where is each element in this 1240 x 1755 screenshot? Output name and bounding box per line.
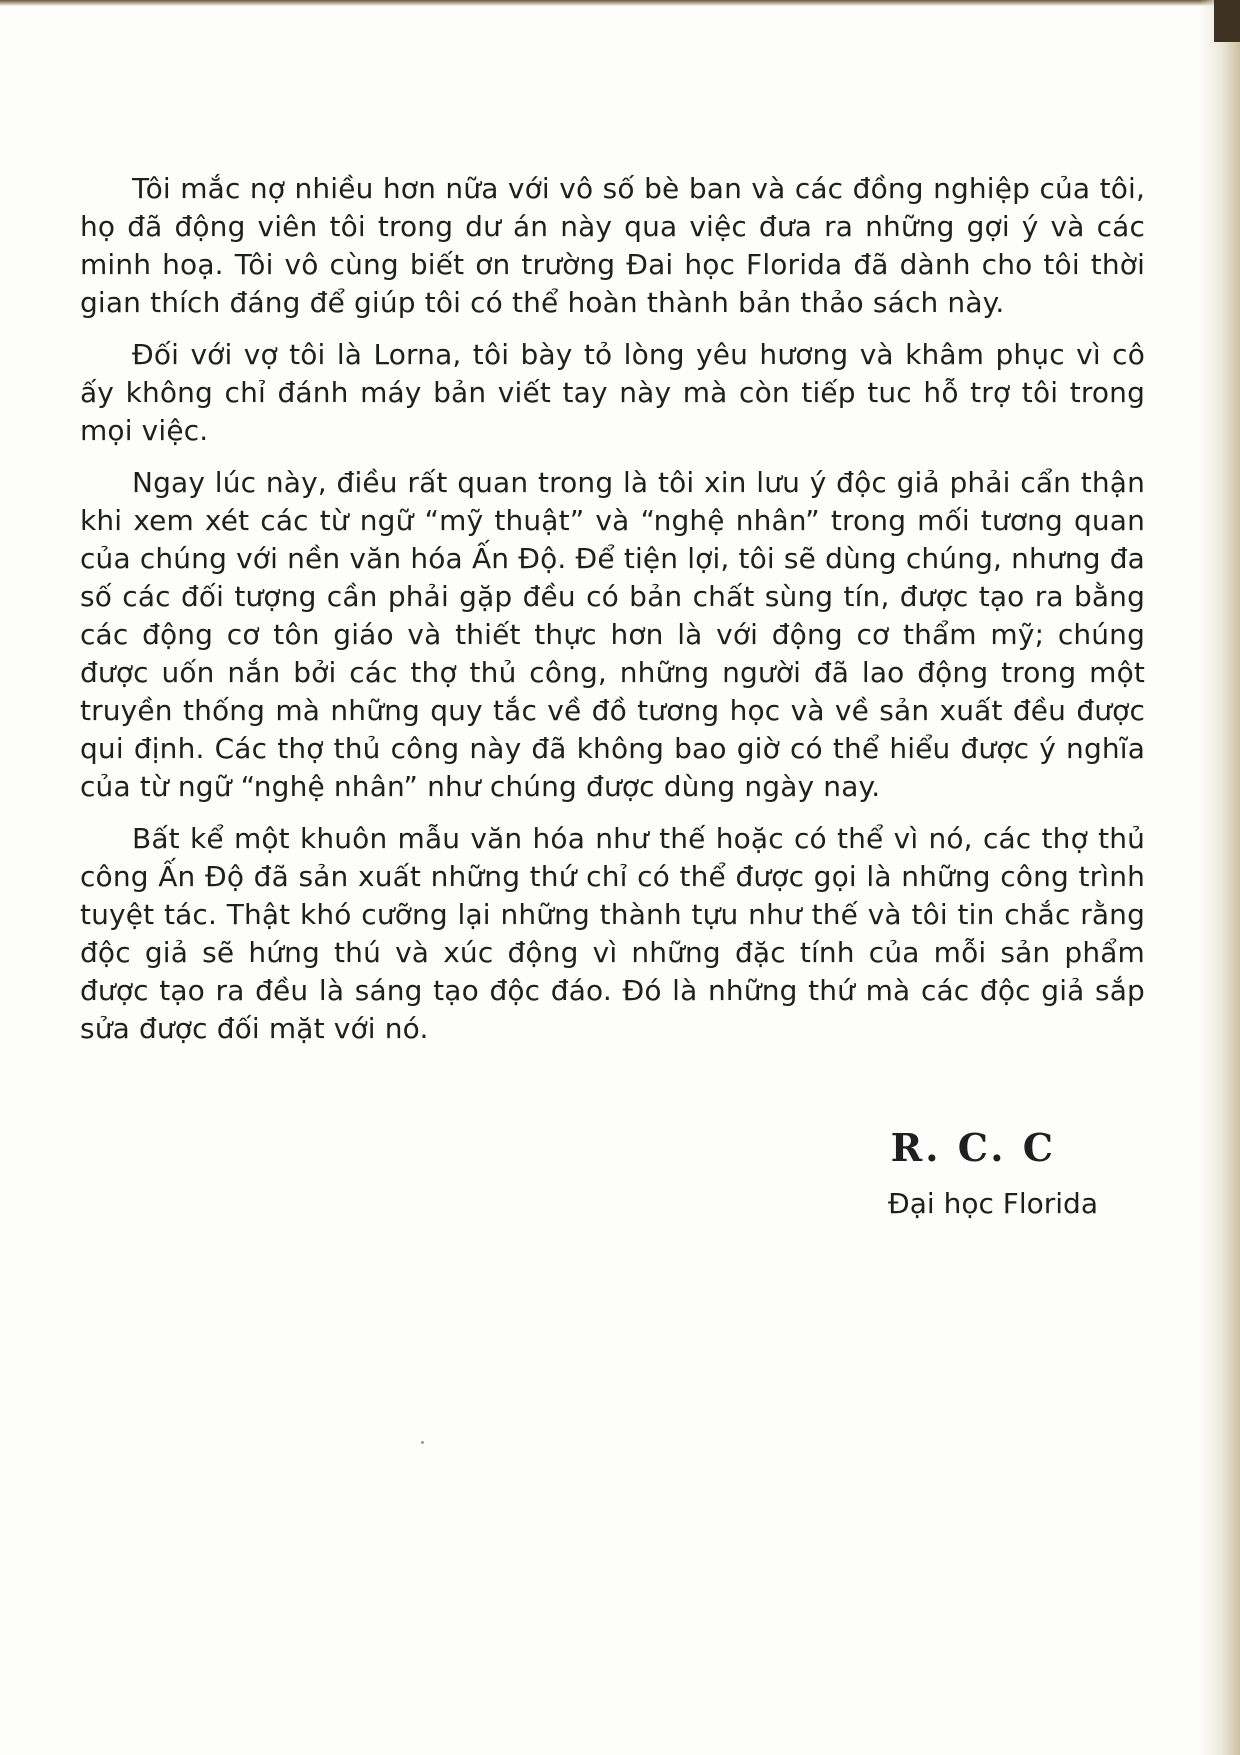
author-initials: R. C. C (890, 1125, 1056, 1170)
paragraph-acknowledgment-wife: Đối với vợ tôi là Lorna, tôi bày tỏ lòng yêu hương và khâm phục vì cô ấy không chỉ đánh máy bản viết tay này mà còn tiếp tuc hỗ trợ tôi trong mọi việc. (80, 338, 1145, 447)
page-binding-edge (1200, 0, 1240, 1755)
paragraph-craftsmen-achievement: Bất kể một khuôn mẫu văn hóa như thế hoặc có thể vì nó, các thợ thủ công Ấn Độ đã sản xuất những thứ chỉ có thể được gọi là những công trình tuyệt tác. Thật khó cưỡng lại những thành tựu như thế và tôi tin chắc rằng độc giả sẽ hứng thú và xúc động vì những đặc tính của mỗi sản phẩm được tạo ra đều là sáng tạo độc đáo. Đó là những thứ mà các độc giả sắp sửa được đối mặt với nó. (80, 822, 1145, 1045)
page-body (80, 170, 1145, 1062)
scan-corner-shadow (1214, 0, 1240, 42)
author-affiliation: Đại học Florida (888, 1187, 1098, 1220)
page-top-edge (0, 0, 1240, 6)
paragraph-terminology-note: Ngay lúc này, điều rất quan trong là tôi xin lưu ý độc giả phải cẩn thận khi xem xét các từ ngữ “mỹ thuật” và “nghệ nhân” trong mối tương quan của chúng với nền văn hóa Ấn Độ. Để tiện lợi, tôi sẽ dùng chúng, nhưng đa số các đối tượng cần phải gặp đều có bản chất sùng tín, được tạo ra bằng các động cơ tôn giáo và thiết thực hơn là với động cơ thẩm mỹ; chúng được uốn nắn bởi các thợ thủ công, những người đã lao động trong một truyền thống mà những quy tắc về đồ tương học và về sản xuất đều được qui định. Các thợ thủ công này đã không bao giờ có thể hiểu được ý nghĩa của từ ngữ “nghệ nhân” như chúng được dùng ngày nay. (80, 466, 1145, 803)
author-signature (888, 1122, 1098, 1224)
scan-speck (421, 1441, 424, 1444)
paragraph-acknowledgment-colleagues: Tôi mắc nợ nhiều hơn nữa với vô số bè ban và các đồng nghiệp của tôi, họ đã động viên tôi trong dư án này qua việc đưa ra những gợi ý và các minh hoạ. Tôi vô cùng biết ơn trường Đai học Florida đã dành cho tôi thời gian thích đáng để giúp tôi có thể hoàn thành bản thảo sách này. (80, 172, 1145, 319)
